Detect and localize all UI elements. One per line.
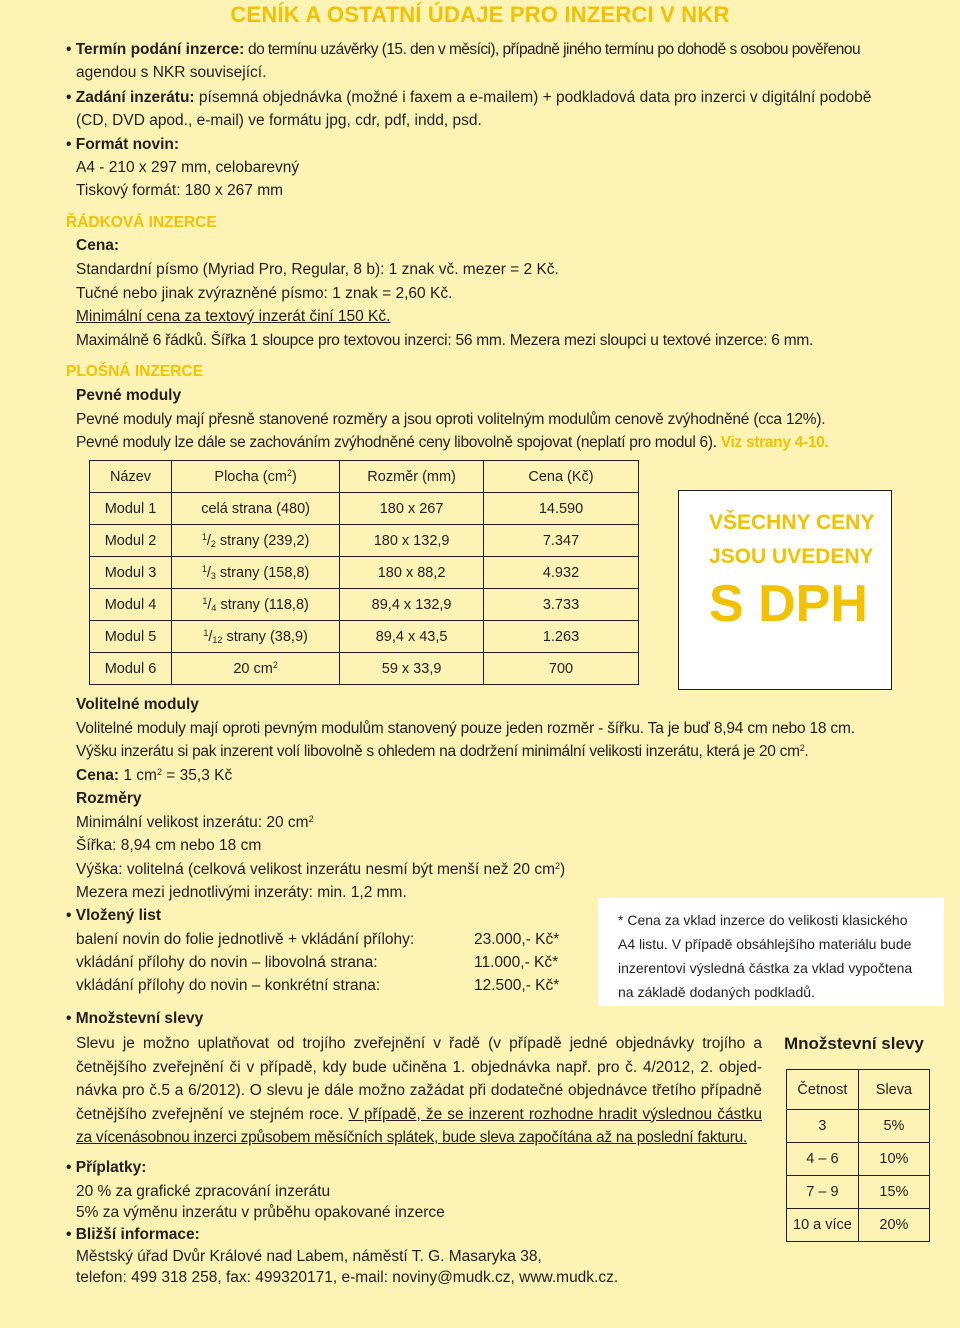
fraction-numerator: 1 (203, 627, 209, 638)
table-row (787, 1176, 930, 1209)
module-area: $^1/_{12}$ strany (38,9) (172, 621, 340, 653)
insert-item-text: vkládání přílohy do novin – libovolná strana: (76, 954, 378, 971)
surcharges-label: Příplatky: (75, 1159, 147, 1176)
optional-line-1: Volitelné moduly mají oproti pevným modulům stanovený pouze jeden rozměr - šířku. Ta je buď 8,94 cm nebo 18 cm. (76, 720, 855, 737)
discount-count: 10 a více (787, 1209, 859, 1242)
discount-value: 20% (858, 1209, 929, 1242)
insert-note-line: A4 listu. V případě obsáhlejšího materiálu bude (618, 936, 912, 952)
table-row (787, 1209, 930, 1242)
table-row (90, 493, 639, 525)
dimensions-label: Rozměry (76, 790, 142, 807)
area-ads-heading: PLOŠNÁ INZERCE (66, 363, 203, 380)
header-price: Cena (Kč) (484, 461, 639, 493)
discounts-text (76, 1032, 762, 1150)
fixed-modules-text: Pevné moduly lze dále se zachováním zvýhodněné ceny libovolně spojovat (neplatí pro modul 6). (76, 434, 717, 451)
module-price: 700 (484, 653, 639, 685)
table-row (90, 653, 639, 685)
format-line-2: Tiskový formát: 180 x 267 mm (76, 182, 284, 199)
discounts-line-4a: četnějšího zveřejnění ve stejném roce. (76, 1105, 349, 1123)
order-label: Zadání inzerátu: (75, 89, 195, 106)
line-ads-line-4: Maximálně 6 řádků. Šířka 1 sloupce pro textovou inzerci: 56 mm. Mezera mezi sloupci u textové inzerce: 6 mm. (76, 332, 814, 349)
fraction-numerator: 1 (201, 531, 207, 542)
insert-note-line: inzerentovi výsledná částka za vklad vypočtena (618, 960, 913, 976)
optional-price-value: 1 cm (119, 767, 157, 784)
vat-notice-box (678, 490, 892, 690)
module-name: Modul 6 (90, 653, 172, 685)
discounts-line-5: za vícenásobnou inzerci způsobem měsíčních splátek, bude sleva započítána až na poslední fakturu. (76, 1129, 748, 1146)
fraction-denominator: 4 (211, 602, 217, 613)
discount-value: 15% (858, 1176, 929, 1209)
header-name: Název (90, 461, 172, 493)
module-size: 89,4 x 132,9 (340, 589, 484, 621)
format-line-1: A4 - 210 x 297 mm, celobarevný (76, 159, 300, 176)
module-area: $^1/_2$ strany (239,2) (172, 525, 340, 557)
optional-line-2-text: Výšku inzerátu si pak inzerent volí libovolně s ohledem na dodržení minimální velikosti inzerátu, která je 20 cm (76, 743, 800, 760)
table-row (787, 1110, 930, 1143)
insert-note (618, 908, 912, 1004)
module-size: 180 x 88,2 (340, 557, 484, 589)
discount-count: 4 – 6 (787, 1143, 859, 1176)
info-line-2: telefon: 499 318 258, fax: 499320171, e-mail: noviny@mudk.cz, www.mudk.cz. (76, 1269, 619, 1286)
dimension-line-3-end: ) (560, 861, 566, 878)
fixed-modules-line-1: Pevné moduly mají přesně stanovené rozměry a jsou oproti volitelným modulům cenově zvýhodněné (cca 12%). (76, 411, 826, 428)
module-size: 180 x 132,9 (340, 525, 484, 557)
optional-modules-label: Volitelné moduly (76, 696, 199, 713)
insert-note-line: na základě dodaných podkladů. (618, 984, 815, 1000)
optional-line-2 (76, 742, 808, 762)
module-name: Modul 2 (90, 525, 172, 557)
dimension-line-1-sup: 2 (308, 814, 314, 824)
line-ads-heading: ŘÁDKOVÁ INZERCE (66, 214, 217, 231)
table-row (787, 1143, 930, 1176)
discount-count: 7 – 9 (787, 1176, 859, 1209)
module-name: Modul 5 (90, 621, 172, 653)
module-area: celá strana (480) (172, 493, 340, 525)
dimension-line-3 (76, 860, 565, 880)
module-name: Modul 4 (90, 589, 172, 621)
module-price: 14.590 (484, 493, 639, 525)
line-ads-line-1: Standardní písmo (Myriad Pro, Regular, 8 b): 1 znak vč. mezer = 2 Kč. (76, 261, 559, 278)
surcharges-line-1: 20 % za grafické zpracování inzerátu (76, 1183, 331, 1200)
discounts-line-4b: V případě, že se inzerent rozhodne hradit výslednou částku (348, 1105, 762, 1123)
fraction-numerator: 1 (201, 563, 207, 574)
info-label: Bližší informace: (75, 1226, 200, 1243)
insert-label: Vložený list (75, 907, 162, 924)
header-count: Četnost (787, 1070, 859, 1110)
insert-item-price: 23.000,- Kč* (474, 931, 560, 948)
dimension-line-1-text: Minimální velikost inzerátu: 20 cm (76, 814, 309, 831)
fraction-denominator: 2 (210, 538, 216, 549)
module-price: 3.733 (484, 589, 639, 621)
format-label: Formát novin: (75, 136, 180, 153)
insert-note-line: * Cena za vklad inzerce do velikosti klasického (618, 912, 908, 928)
discount-value: 5% (858, 1110, 929, 1143)
module-size: 89,4 x 43,5 (340, 621, 484, 653)
module-area-text: strany (158,8) (215, 564, 310, 581)
order-text-2: (CD, DVD apod., e-mail) ve formátu jpg, cdr, pdf, indd, psd. (76, 112, 482, 129)
fixed-modules-line-2 (76, 433, 829, 453)
order-line (66, 88, 871, 108)
module-price: 7.347 (484, 525, 639, 557)
module-area-text: strany (38,9) (222, 628, 308, 645)
module-size: 59 x 33,9 (340, 653, 484, 685)
discounts-line-1: Slevu je možno uplatňovat od trojího zveřejnění v řadě (v případě jedné objednávky trojího a (76, 1035, 762, 1052)
module-price: 1.263 (484, 621, 639, 653)
discounts-table-title: Množstevní slevy (784, 1034, 924, 1053)
header-discount: Sleva (858, 1070, 929, 1110)
fraction-denominator: 12 (212, 634, 223, 645)
area-sup: 2 (272, 659, 278, 670)
module-area: $^1/_4$ strany (118,8) (172, 589, 340, 621)
discounts-header-row (787, 1070, 930, 1110)
discounts-table (786, 1069, 930, 1242)
fixed-modules-label: Pevné moduly (76, 387, 182, 404)
table-row (90, 589, 639, 621)
header-area-close: ) (291, 468, 297, 485)
header-size: Rozměr (mm) (340, 461, 484, 493)
line-ads-line-2: Tučné nebo jinak zvýrazněné písmo: 1 znak = 2,60 Kč. (76, 285, 453, 302)
dimension-line-4: Mezera mezi jednotlivými inzeráty: min. 1,2 mm. (76, 884, 407, 901)
discount-value: 10% (858, 1143, 929, 1176)
dimension-line-2: Šířka: 8,94 cm nebo 18 cm (76, 837, 262, 854)
dimension-line-3-text: Výška: volitelná (celková velikost inzerátu nesmí být menší než 20 cm (76, 861, 555, 878)
page-title: CENÍK A OSTATNÍ ÚDAJE PRO INZERCI V NKR (230, 2, 730, 27)
line-ads-price-label: Cena: (76, 237, 120, 254)
module-name: Modul 3 (90, 557, 172, 589)
deadline-text: do termínu uzávěrky (15. den v měsíci), případně jiného termínu po dohodě s osobou pověřenou (244, 41, 861, 58)
insert-item-text: vkládání přílohy do novin – konkrétní strana: (76, 977, 381, 994)
module-area (172, 653, 340, 685)
optional-price-sup: 2 (156, 767, 162, 777)
dimension-line-1 (76, 813, 314, 833)
info-line-1: Městský úřad Dvůr Králové nad Labem, náměstí T. G. Masaryka 38, (76, 1248, 542, 1265)
info-line (66, 1225, 200, 1245)
module-area-text: strany (118,8) (216, 596, 309, 613)
fraction-denominator: 3 (210, 570, 216, 581)
insert-item-price: 11.000,- Kč* (474, 954, 559, 971)
optional-price-label: Cena: (76, 767, 120, 784)
modules-table (89, 460, 639, 685)
order-text: písemná objednávka (možné i faxem a e-mailem) + podkladová data pro inzerci v digitální podobě (194, 89, 872, 106)
module-size: 180 x 267 (340, 493, 484, 525)
module-area-text: strany (239,2) (215, 532, 310, 549)
dimension-line-3-sup: 2 (554, 861, 560, 871)
line-ads-line-3: Minimální cena za textový inzerát činí 150 Kč. (76, 308, 391, 325)
discounts-line-4 (76, 1103, 762, 1127)
format-line (66, 135, 179, 155)
table-row (90, 525, 639, 557)
header-area-text: Plocha (cm (214, 468, 287, 485)
table-row (90, 557, 639, 589)
discounts-line-2: četnějšího zveřejnění či v případě, kdy bude učiněna 1. objednávka např. pro č. 4/2012, 2. objed- (76, 1058, 762, 1076)
deadline-text-2: agendou s NKR související. (76, 64, 267, 81)
insert-line (66, 906, 161, 926)
module-area: $^1/_3$ strany (158,8) (172, 557, 340, 589)
table-header-row (90, 461, 639, 493)
header-area (172, 461, 340, 493)
header-area-sup: 2 (286, 467, 292, 478)
discounts-label: Množstevní slevy (75, 1010, 204, 1027)
surcharges-line (66, 1158, 146, 1178)
fraction-numerator: 1 (202, 595, 208, 606)
insert-item-price: 12.500,- Kč* (474, 977, 560, 994)
optional-price-end: = 35,3 Kč (162, 767, 233, 784)
discounts-line (66, 1009, 203, 1029)
optional-price-line (76, 766, 232, 786)
module-price: 4.932 (484, 557, 639, 589)
deadline-label: Termín podání inzerce: (75, 41, 245, 58)
vat-line-3: S DPH (709, 575, 868, 633)
module-area-text: 20 cm (233, 660, 273, 677)
insert-note-box (598, 898, 944, 1006)
vat-line-2: JSOU UVEDENY (709, 545, 874, 568)
deadline-line (66, 40, 860, 60)
discount-count: 3 (787, 1110, 859, 1143)
optional-line-2-sup: 2 (799, 743, 805, 753)
surcharges-line-2: 5% za výměnu inzerátu v průběhu opakované inzerce (76, 1204, 445, 1221)
discounts-line-3: návka pro č.5 a 6/2012). O slevu je dále možno zažádat při dodatečné objednávce třetího případně (76, 1082, 762, 1099)
optional-line-2-end: . (804, 743, 809, 760)
pages-link[interactable]: Viz strany 4-10. (716, 434, 829, 451)
module-name: Modul 1 (90, 493, 172, 525)
insert-item-text: balení novin do folie jednotlivě + vkládání přílohy: (76, 931, 415, 948)
table-row (90, 621, 639, 653)
vat-line-1: VŠECHNY CENY (709, 511, 875, 534)
